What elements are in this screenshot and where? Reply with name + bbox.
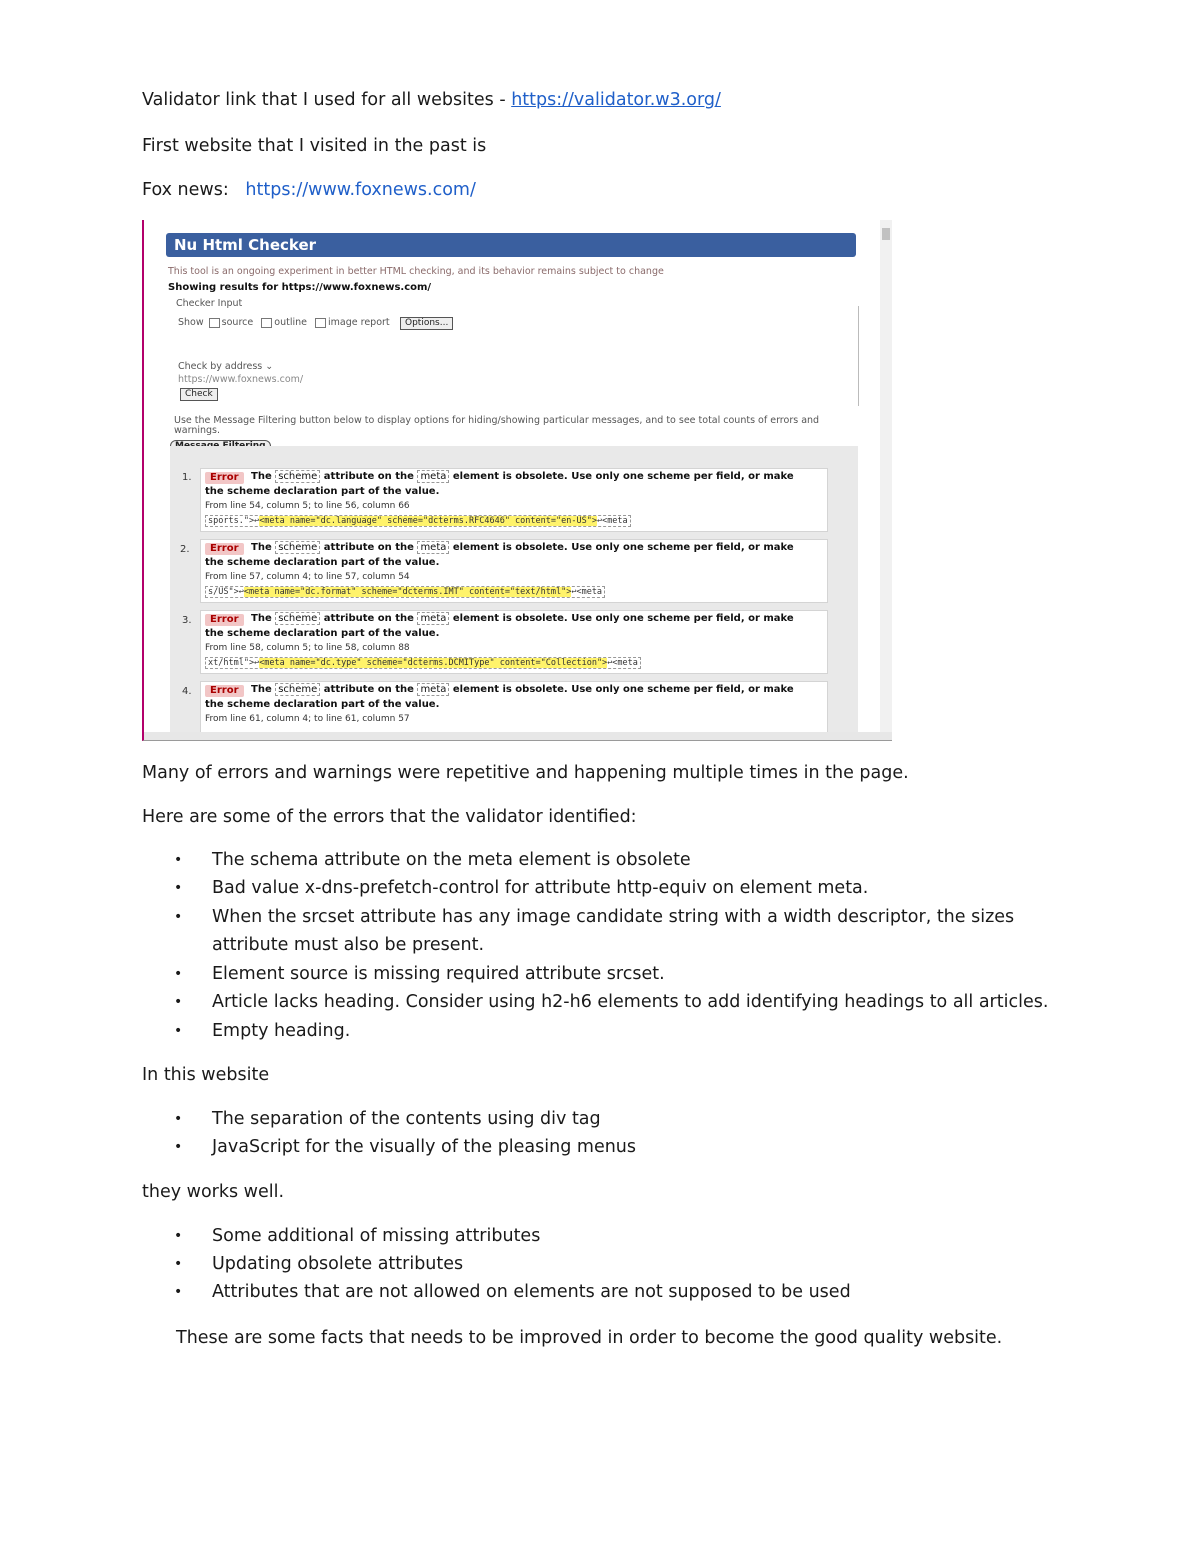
checker-input-legend: Checker Input <box>176 298 243 309</box>
bullet-icon: • <box>174 966 183 982</box>
message-location: From line 61, column 4; to line 61, column 57 <box>205 714 410 724</box>
message-text: The scheme attribute on the meta element is obsolete. Use only one scheme per field, or make <box>251 471 794 482</box>
error-message <box>200 539 828 603</box>
in-site-line: In this website <box>142 1065 270 1085</box>
list-item: JavaScript for the visually of the pleasing menus <box>212 1137 637 1157</box>
bullet-icon: • <box>174 1023 183 1039</box>
message-location: From line 58, column 5; to line 58, column 88 <box>205 643 410 653</box>
error-badge: Error <box>205 472 244 484</box>
error-badge: Error <box>205 685 244 697</box>
validator-line <box>142 90 721 110</box>
message-number: 1. <box>182 472 192 483</box>
address-input[interactable]: https://www.foxnews.com/ <box>178 374 304 385</box>
validator-link[interactable]: https://validator.w3.org/ <box>511 90 721 110</box>
outline-checkbox[interactable] <box>261 318 272 328</box>
repetitive-line: Many of errors and warnings were repetitive and happening multiple times in the page. <box>142 763 909 783</box>
code-extract: sports.">↩<meta name="dc.language" scheme="dcterms.RFC4646" content="en-US">↩<meta <box>205 515 631 527</box>
list-item: The schema attribute on the meta element is obsolete <box>212 850 691 870</box>
message-text-cont: the scheme declaration part of the value. <box>205 557 440 568</box>
show-label: Show <box>178 317 204 328</box>
filter-hint: Use the Message Filtering button below to display options for hiding/showing particular messages, and to see total counts of errors and warnings. <box>174 415 820 436</box>
vertical-scrollbar[interactable] <box>880 220 892 740</box>
check-by-label: Check by address <box>178 361 263 372</box>
message-number: 3. <box>182 615 192 626</box>
bullet-icon: • <box>174 909 183 925</box>
message-text: The scheme attribute on the meta element is obsolete. Use only one scheme per field, or make <box>251 542 794 553</box>
errors-intro: Here are some of the errors that the validator identified: <box>142 807 637 827</box>
message-text-cont: the scheme declaration part of the value. <box>205 699 440 710</box>
check-button[interactable]: Check <box>180 388 218 401</box>
show-opt-source: source <box>221 317 254 328</box>
showing-results: Showing results for https://www.foxnews.com/ <box>168 282 432 293</box>
message-number: 2. <box>180 544 190 555</box>
error-message <box>200 468 828 532</box>
list-item: When the srcset attribute has any image candidate string with a width descriptor, the sizes <box>212 907 1015 927</box>
message-location: From line 57, column 4; to line 57, column 54 <box>205 572 410 582</box>
check-by-select[interactable] <box>178 361 273 372</box>
list-item: Article lacks heading. Consider using h2-h6 elements to add identifying headings to all articles. <box>212 992 1049 1012</box>
code-extract: s/US">↩<meta name="dc.format" scheme="dcterms.IMT" content="text/html">↩<meta <box>205 586 605 598</box>
message-text: The scheme attribute on the meta element is obsolete. Use only one scheme per field, or make <box>251 613 794 624</box>
list-item: Bad value x-dns-prefetch-control for attribute http-equiv on element meta. <box>212 878 869 898</box>
message-text: The scheme attribute on the meta element is obsolete. Use only one scheme per field, or make <box>251 684 794 695</box>
fox-line <box>142 180 476 200</box>
checker-tagline: This tool is an ongoing experiment in better HTML checking, and its behavior remains subject to change <box>168 266 664 277</box>
fox-link[interactable]: https://www.foxnews.com/ <box>245 180 476 200</box>
show-opt-image: image report <box>328 317 390 328</box>
checker-title: Nu Html Checker <box>166 233 856 257</box>
list-item: The separation of the contents using div tag <box>212 1109 601 1129</box>
error-badge: Error <box>205 614 244 626</box>
list-item: Updating obsolete attributes <box>212 1254 464 1274</box>
show-row <box>178 317 390 328</box>
bullet-icon: • <box>174 1284 183 1300</box>
error-badge: Error <box>205 543 244 555</box>
bullet-icon: • <box>174 1111 183 1127</box>
message-text-cont: the scheme declaration part of the value. <box>205 628 440 639</box>
scroll-thumb[interactable] <box>882 228 890 240</box>
message-text-cont: the scheme declaration part of the value. <box>205 486 440 497</box>
validator-text: Validator link that I used for all websites - <box>142 90 512 110</box>
message-number: 4. <box>182 686 192 697</box>
source-checkbox[interactable] <box>209 318 220 328</box>
first-site-line: First website that I visited in the past is <box>142 136 487 156</box>
list-item: Some additional of missing attributes <box>212 1226 541 1246</box>
list-item-cont: attribute must also be present. <box>212 935 485 955</box>
works-well-line: they works well. <box>142 1182 285 1202</box>
fox-label: Fox news: <box>142 180 229 200</box>
chevron-down-icon: ⌄ <box>265 361 274 372</box>
code-extract: xt/html">↩<meta name="dc.type" scheme="dcterms.DCMIType" content="Collection">↩<meta <box>205 657 641 669</box>
error-message <box>200 610 828 674</box>
list-item: Empty heading. <box>212 1021 351 1041</box>
image-report-checkbox[interactable] <box>315 318 326 328</box>
message-location: From line 54, column 5; to line 56, column 66 <box>205 501 410 511</box>
list-item: Element source is missing required attribute srcset. <box>212 964 665 984</box>
list-item: Attributes that are not allowed on elements are not supposed to be used <box>212 1282 851 1302</box>
options-button[interactable]: Options... <box>400 317 453 330</box>
bullet-icon: • <box>174 1256 183 1272</box>
bullet-icon: • <box>174 1228 183 1244</box>
bullet-icon: • <box>174 852 183 868</box>
show-opt-outline: outline <box>274 317 307 328</box>
bullet-icon: • <box>174 880 183 896</box>
horizontal-scrollbar[interactable] <box>144 732 892 740</box>
bullet-icon: • <box>174 994 183 1010</box>
bullet-icon: • <box>174 1139 183 1155</box>
conclusion: These are some facts that needs to be improved in order to become the good quality website. <box>176 1328 1003 1348</box>
validator-screenshot <box>142 220 892 741</box>
